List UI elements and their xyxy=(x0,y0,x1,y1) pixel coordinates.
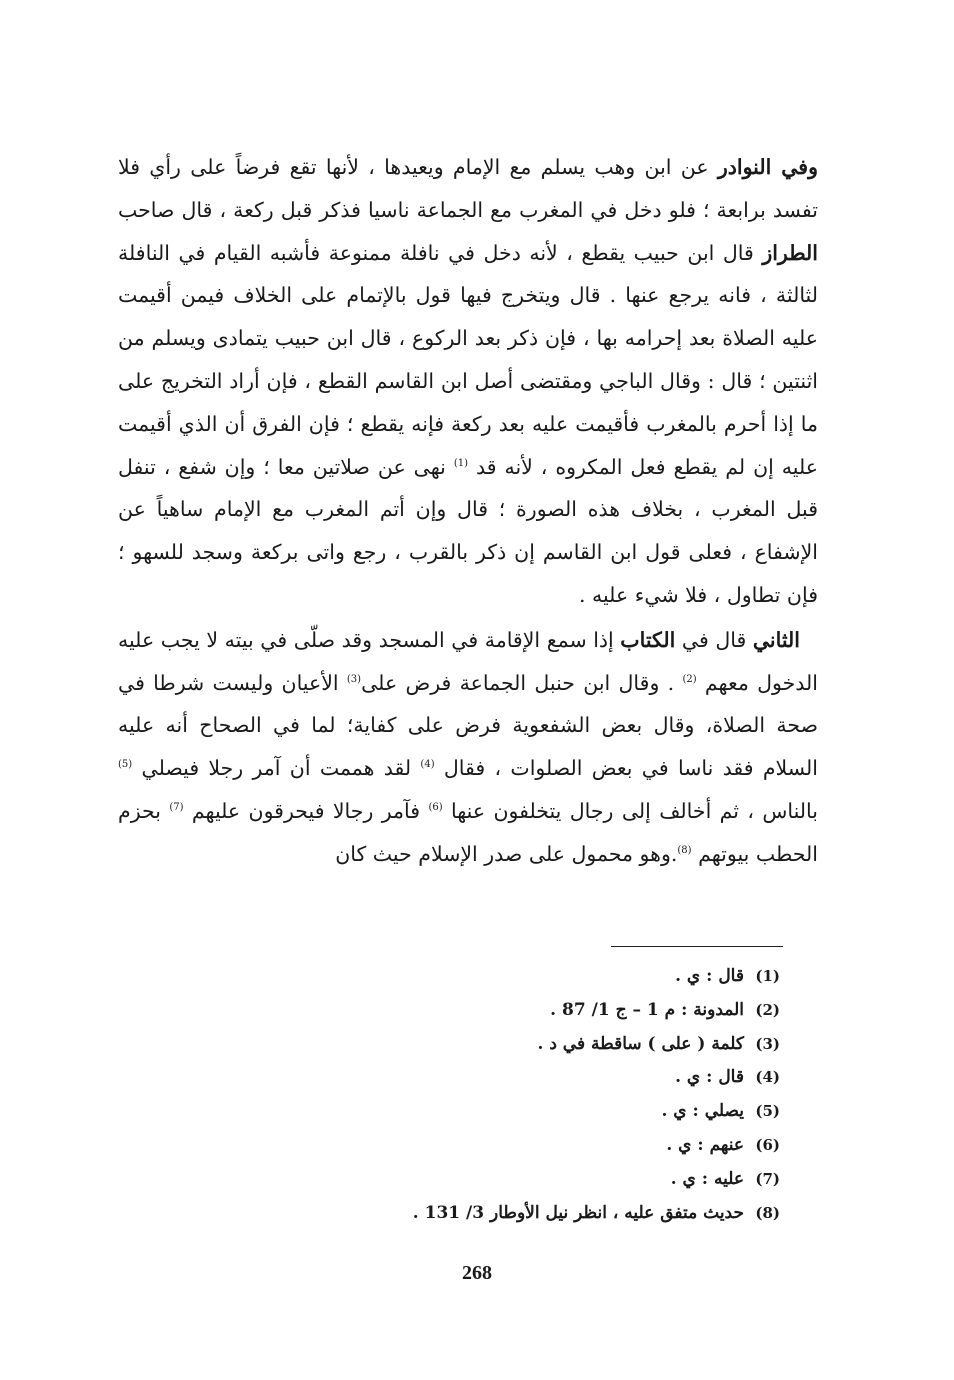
footnote-ref: (8) xyxy=(677,844,692,856)
footnote-text: يصلي : ي . xyxy=(661,1101,744,1122)
text-run: فآمر رجالا فيحرقون عليهم xyxy=(183,798,429,823)
footnote-ref: (7) xyxy=(169,802,184,814)
footnote-text: المدونة : م 1 – ج 1/ 87 . xyxy=(550,999,744,1020)
footnote-divider xyxy=(611,946,783,947)
bold-term: وفي النوادر xyxy=(717,155,818,179)
main-text xyxy=(118,146,818,876)
bold-term: الكتاب xyxy=(620,627,676,652)
footnote-text: كلمة ( على ) ساقطة في د . xyxy=(537,1033,744,1054)
text-run: إذا سمع الإقامة في المسجد وقد صلّى في بيته لا يجب عليه الدخول معهم xyxy=(118,627,818,695)
text-run: الأعيان وليست شرطا في صحة الصلاة، وقال بعض الشفعوية فرض على كفاية؛ لما في الصحاح أنه عليه السلام فقد ناسا في بعض الصلوات ، فقال xyxy=(118,670,819,781)
footnote-ref: (3) xyxy=(346,673,362,685)
paragraph-2 xyxy=(118,619,818,876)
footnote-ref: (6) xyxy=(428,802,443,814)
footnote-ref: (2) xyxy=(682,673,697,685)
footnote-item xyxy=(220,960,780,994)
footnote-number: (1) xyxy=(755,967,780,985)
footnote-item xyxy=(220,1197,780,1231)
footnote-number: (6) xyxy=(755,1135,780,1154)
bold-term: الثاني xyxy=(752,627,800,652)
text-run: قال ابن حبيب يقطع ، لأنه دخل في نافلة ممنوعة فأشبه القيام في النافلة لثالثة ، فانه يرجع عنها . قال ويتخرج فيها قول بالإتمام على الخلاف فيمن أقيمت عليه الصلاة بعد إحرامه بها ، فإن ذكر بعد الركوع ، قال ابن حبيب يتمادى ويسلم من اثنتين ؛ قال : وقال الباجي ومقتضى أصل ابن القاسم القطع ، فإن أراد التخريج على ما إذا أحرم بالمغرب فأقيمت عليه بعد ركعة فإنه يقطع ؛ فإن الفرق أن الذي أقيمت عليه إن لم يقطع فعل المكروه ، لأنه قد xyxy=(118,240,818,479)
text-run: .وهو محمول على صدر الإسلام حيث كان xyxy=(335,841,678,866)
footnote-number: (7) xyxy=(755,1169,780,1188)
text-run: قال في xyxy=(675,627,753,652)
footnote-text: قال : ي . xyxy=(675,1067,744,1088)
text-run: بالناس ، ثم أخالف إلى رجال يتخلفون عنها xyxy=(442,798,818,823)
footnote-ref: (5) xyxy=(118,759,133,771)
footnote-item xyxy=(220,1129,780,1163)
footnote-number: (2) xyxy=(755,1000,780,1019)
text-run: نهى عن صلاتين معا ؛ وإن شفع ، تنفل قبل المغرب ، بخلاف هذه الصورة ؛ قال وإن أتم المغرب مع الإمام ساهياً عن الإشفاع ، فعلى قول ابن القاسم إن ذكر بالقرب ، رجع واتى بركعة وسجد للسهو ؛ فإن تطاول ، فلا شيء عليه . xyxy=(118,454,818,607)
footnote-number: (8) xyxy=(755,1203,780,1222)
footnotes xyxy=(220,960,780,1230)
footnote-item xyxy=(220,1163,780,1197)
footnote-item xyxy=(220,1061,780,1095)
footnote-ref: (4) xyxy=(420,759,435,771)
footnote-number: (3) xyxy=(755,1034,780,1053)
page-number: 268 xyxy=(462,1262,492,1284)
footnote-ref: (1) xyxy=(453,457,469,469)
footnote-item xyxy=(220,1095,780,1129)
footnote-text: حديث متفق عليه ، انظر نيل الأوطار 3/ 131 . xyxy=(412,1202,744,1223)
footnote-text: عليه : ي . xyxy=(670,1168,744,1189)
footnote-number: (5) xyxy=(755,1102,780,1121)
bold-term: الطراز xyxy=(762,240,818,265)
footnote-text: عنهم : ي . xyxy=(666,1134,744,1155)
footnote-item xyxy=(220,994,780,1028)
text-run: عن ابن وهب يسلم مع الإمام ويعيدها ، لأنها تقع فرضاً على رأي فلا تفسد برابعة ؛ فلو دخل في المغرب مع الجماعة ناسيا فذكر قبل ركعة ، قال صاحب xyxy=(118,155,818,222)
text-run: . وقال ابن حنبل الجماعة فرض على xyxy=(361,670,683,695)
text-run: لقد هممت أن آمر رجلا فيصلي xyxy=(132,756,421,781)
text-run: بحزم الحطب بيوتهم xyxy=(118,798,818,866)
footnote-item xyxy=(220,1028,780,1062)
footnote-number: (4) xyxy=(755,1068,780,1087)
paragraph-1 xyxy=(118,146,818,617)
footnote-text: قال : ي . xyxy=(675,966,744,986)
